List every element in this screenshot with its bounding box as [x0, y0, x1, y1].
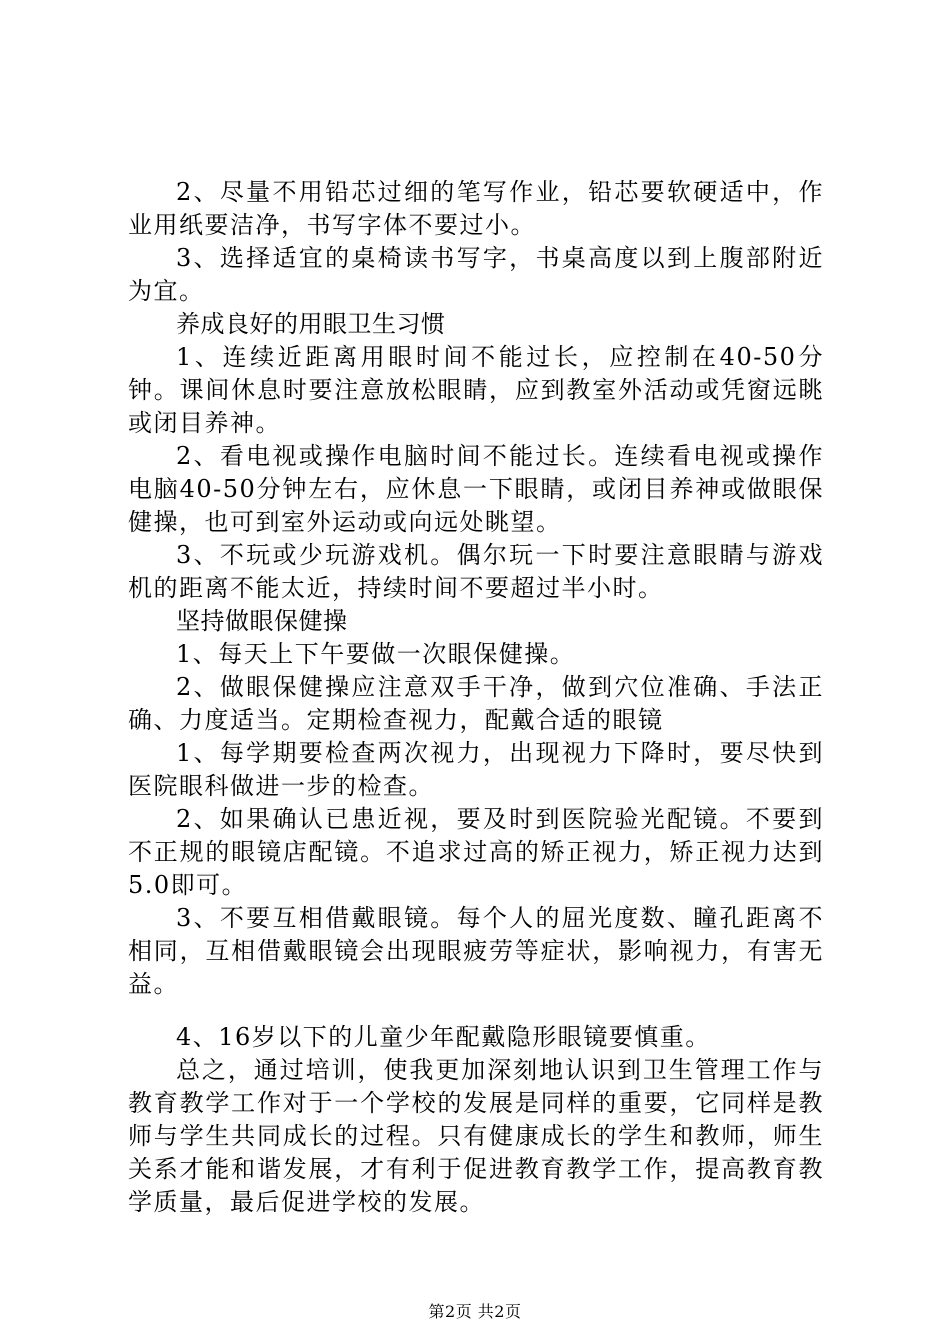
paragraph-no-sharing-glasses: 3、不要互相借戴眼镜。每个人的屈光度数、瞳孔距离不相同，互相借戴眼镜会出现眼疲劳等症状，影响视力，有害无益。: [128, 904, 824, 998]
paragraph-conclusion: 总之，通过培训，使我更加深刻地认识到卫生管理工作与教育教学工作对于一个学校的发展是同样的重要，它同样是教师与学生共同成长的过程。只有健康成长的学生和教师，师生关系才能和谐发展，才有利于促进教育教学工作，提高教育教学质量，最后促进学校的发展。: [128, 1056, 824, 1216]
paragraph-tv-computer: 2、看电视或操作电脑时间不能过长。连续看电视或操作电脑40-50分钟左右，应休息一下眼睛，或闭目养神或做眼保健操，也可到室外运动或向远处眺望。: [128, 442, 824, 536]
paragraph-exercise-method: 2、做眼保健操应注意双手干净，做到穴位准确、手法正确、力度适当。定期检查视力，配戴合适的眼镜: [128, 673, 824, 734]
paragraph-glasses-fitting: 2、如果确认已患近视，要及时到医院验光配镜。不要到不正规的眼镜店配镜。不追求过高的矫正视力，矫正视力达到5.0即可。: [128, 805, 824, 899]
paragraph-vision-check: 1、每学期要检查两次视力，出现视力下降时，要尽快到医院眼科做进一步的检查。: [128, 739, 824, 800]
page-footer: 第2页 共2页: [428, 1302, 522, 1321]
section-heading-eye-habits: 养成良好的用眼卫生习惯: [176, 310, 446, 338]
paragraph-near-work-time: 1、连续近距离用眼时间不能过长，应控制在40-50分钟。课间休息时要注意放松眼睛，应到教室外活动或凭窗远眺或闭目养神。: [128, 343, 824, 437]
paragraph-contact-lenses: 4、16岁以下的儿童少年配戴隐形眼镜要慎重。: [176, 1023, 711, 1051]
paragraph-game-console: 3、不玩或少玩游戏机。偶尔玩一下时要注意眼睛与游戏机的距离不能太近，持续时间不要超过半小时。: [128, 541, 824, 602]
paragraph-pen-paper: 2、尽量不用铅芯过细的笔写作业，铅芯要软硬适中，作业用纸要洁净，书写字体不要过小。: [128, 178, 824, 239]
section-heading-eye-exercises: 坚持做眼保健操: [176, 607, 348, 635]
paragraph-desk-chair: 3、选择适宜的桌椅读书写字，书桌高度以到上腹部附近为宜。: [128, 244, 824, 305]
document-body: [128, 176, 824, 1219]
paragraph-daily-exercise: 1、每天上下午要做一次眼保健操。: [176, 640, 576, 668]
